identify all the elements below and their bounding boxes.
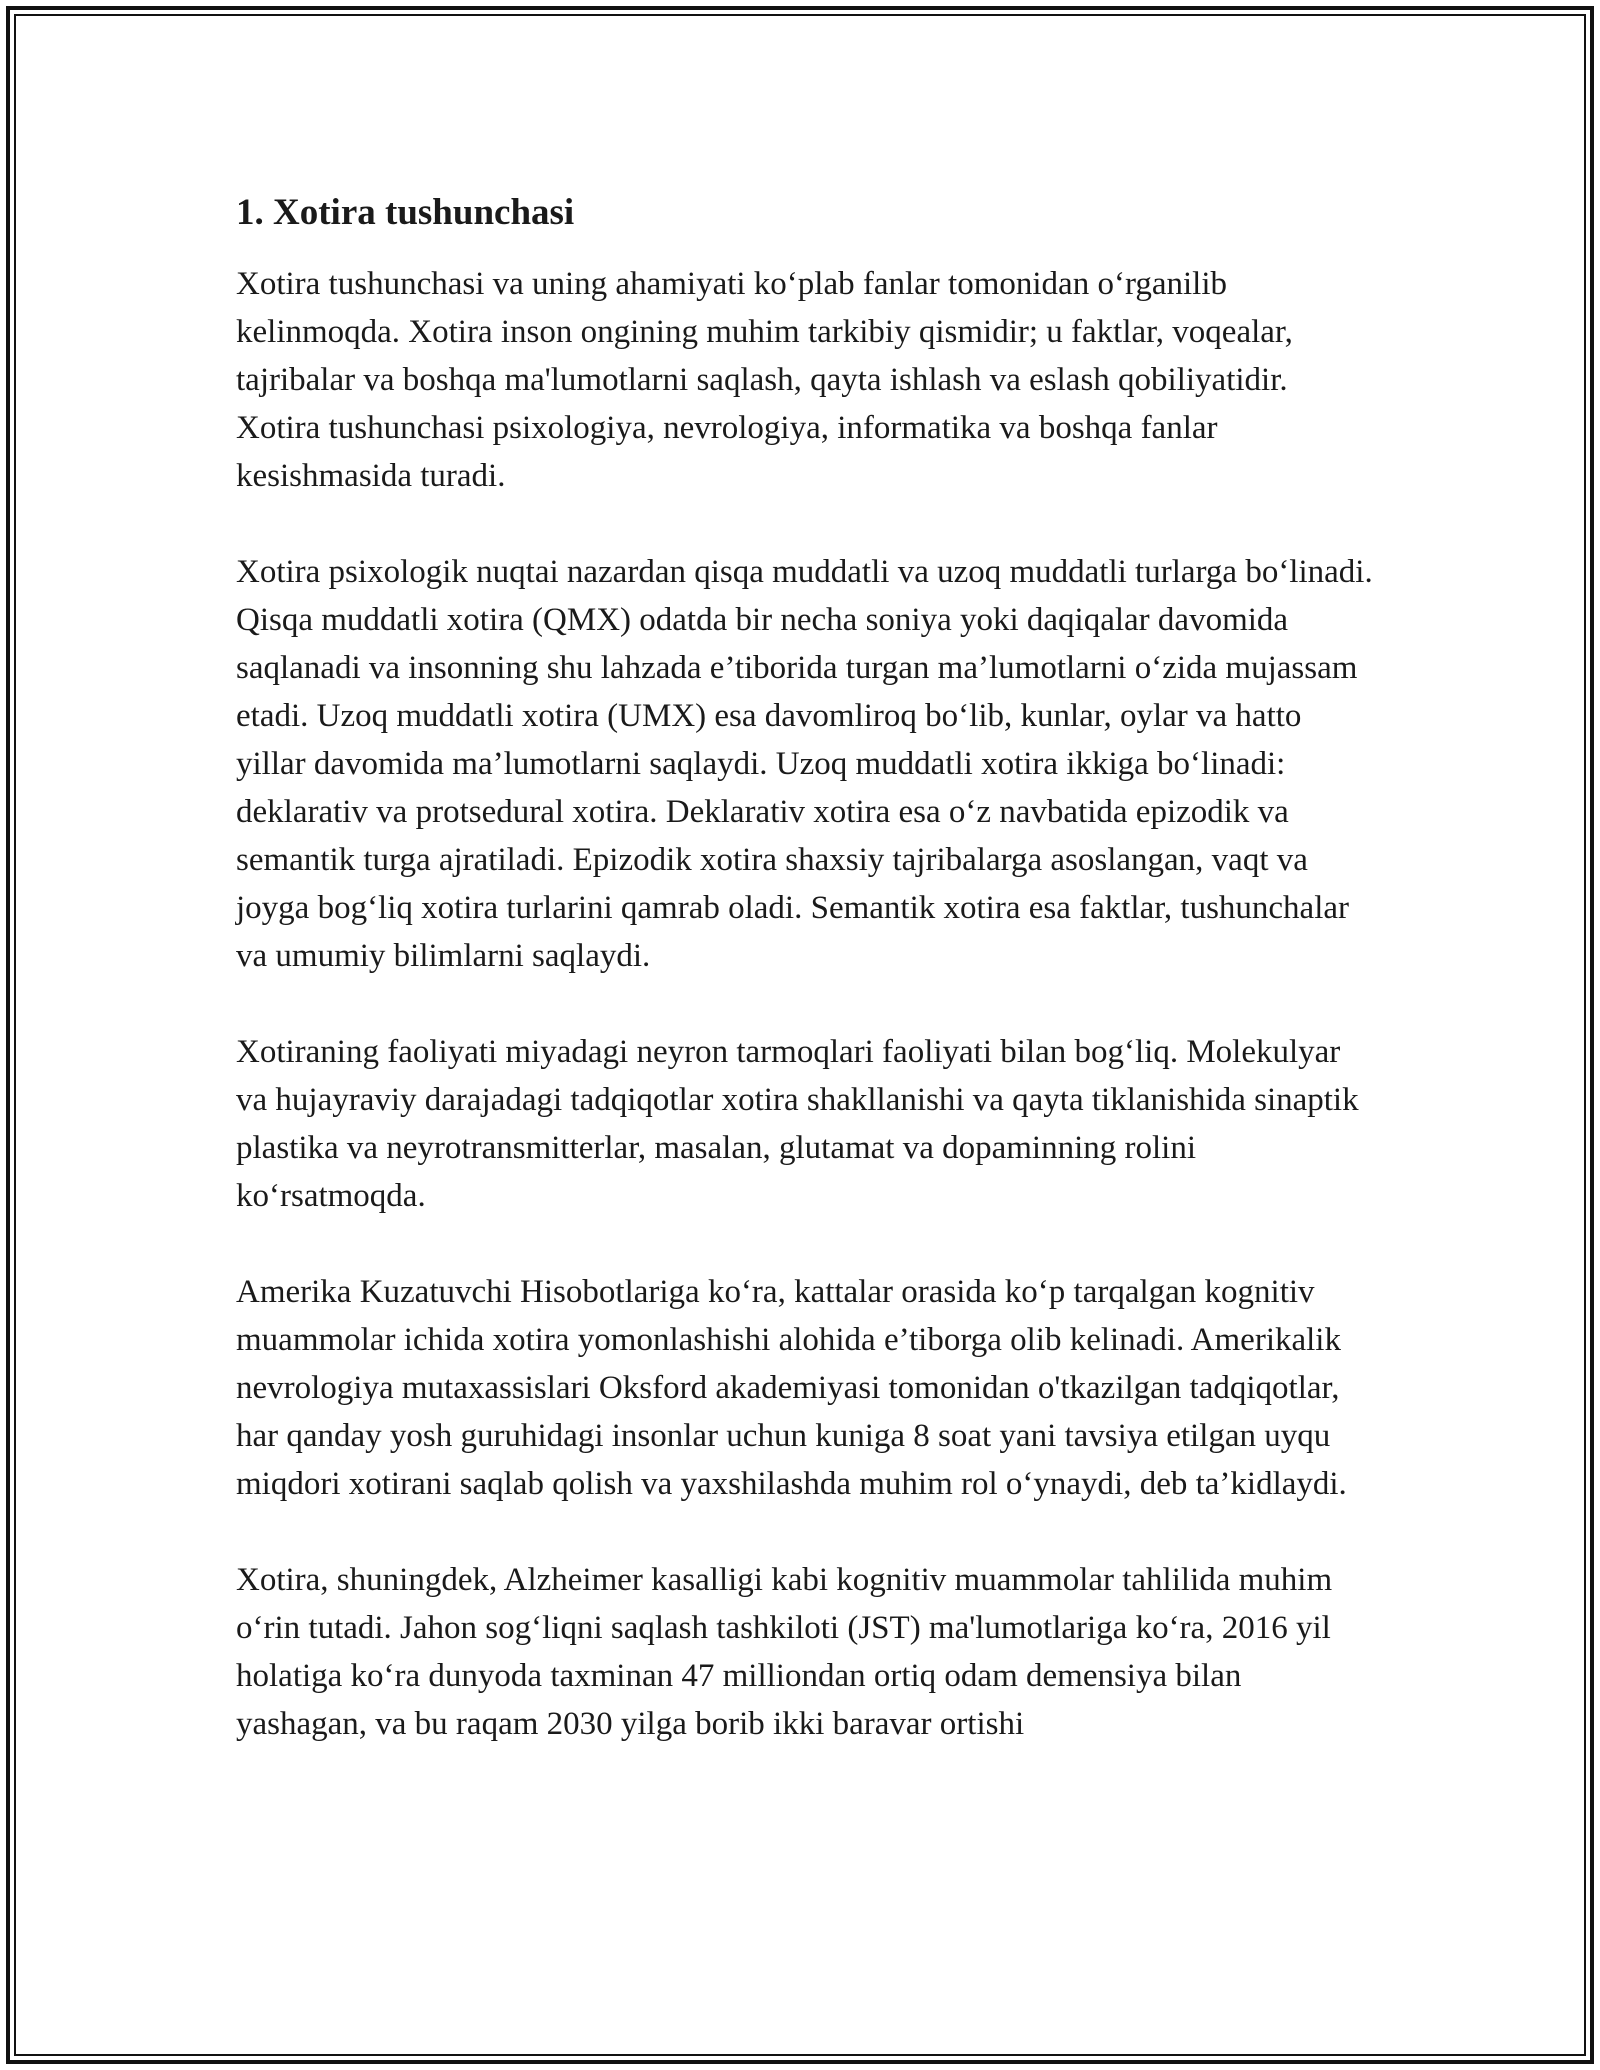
document-body: [236, 188, 1376, 1796]
paragraph-3: Xotiraning faoliyati miyadagi neyron tarmoqlari faoliyati bilan bog‘liq. Molekulyar va hujayraviy darajadagi tadqiqotlar xotira shakllanishi va qayta tiklanishida sinaptik plastika va neyrotransmitterlar, masalan, glutamat va dopaminning rolini ko‘rsatmoqda.: [236, 1034, 1359, 1214]
paragraph-1: Xotira tushunchasi va uning ahamiyati ko‘plab fanlar tomonidan o‘rganilib kelinmoqda. Xotira inson ongining muhim tarkibiy qismidir; u faktlar, voqealar, tajribalar va boshqa ma'lumotlarni saqlash, qayta ishlash va eslash qobiliyatidir. Xotira tushunchasi psixologiya, nevrologiya, informatika va boshqa fanlar kesishmasida turadi.: [236, 266, 1293, 494]
paragraph-5: Xotira, shuningdek, Alzheimer kasalligi kabi kognitiv muammolar tahlilida muhim o‘rin tutadi. Jahon sog‘liqni saqlash tashkiloti (JST) ma'lumotlariga ko‘ra, 2016 yil holatiga ko‘ra dunyoda taxminan 47 milliondan ortiq odam demensiya bilan yashagan, va bu raqam 2030 yilga borib ikki baravar ortishi: [236, 1562, 1333, 1742]
paragraph-2: Xotira psixologik nuqtai nazardan qisqa muddatli va uzoq muddatli turlarga bo‘linadi. Qisqa muddatli xotira (QMX) odatda bir necha soniya yoki daqiqalar davomida saqlanadi va insonning shu lahzada e’tiborida turgan ma’lumotlarni o‘zida mujassam etadi. Uzoq muddatli xotira (UMX) esa davomliroq bo‘lib, kunlar, oylar va hatto yillar davomida ma’lumotlarni saqlaydi. Uzoq muddatli xotira ikkiga bo‘linadi: deklarativ va protsedural xotira. Deklarativ xotira esa o‘z navbatida epizodik va semantik turga ajratiladi. Epizodik xotira shaxsiy tajribalarga asoslangan, vaqt va joyga bog‘liq xotira turlarini qamrab oladi. Semantik xotira esa faktlar, tushunchalar va umumiy bilimlarni saqlaydi.: [236, 554, 1373, 974]
paragraph-4: Amerika Kuzatuvchi Hisobotlariga ko‘ra, kattalar orasida ko‘p tarqalgan kognitiv muammolar ichida xotira yomonlashishi alohida e’tiborga olib kelinadi. Amerikalik nevrologiya mutaxassislari Oksford akademiyasi tomonidan o'tkazilgan tadqiqotlar, har qanday yosh guruhidagi insonlar uchun kuniga 8 soat yani tavsiya etilgan uyqu miqdori xotirani saqlab qolish va yaxshilashda muhim rol o‘ynaydi, deb ta’kidlaydi.: [236, 1274, 1347, 1502]
section-heading: 1. Xotira tushunchasi: [236, 192, 575, 233]
